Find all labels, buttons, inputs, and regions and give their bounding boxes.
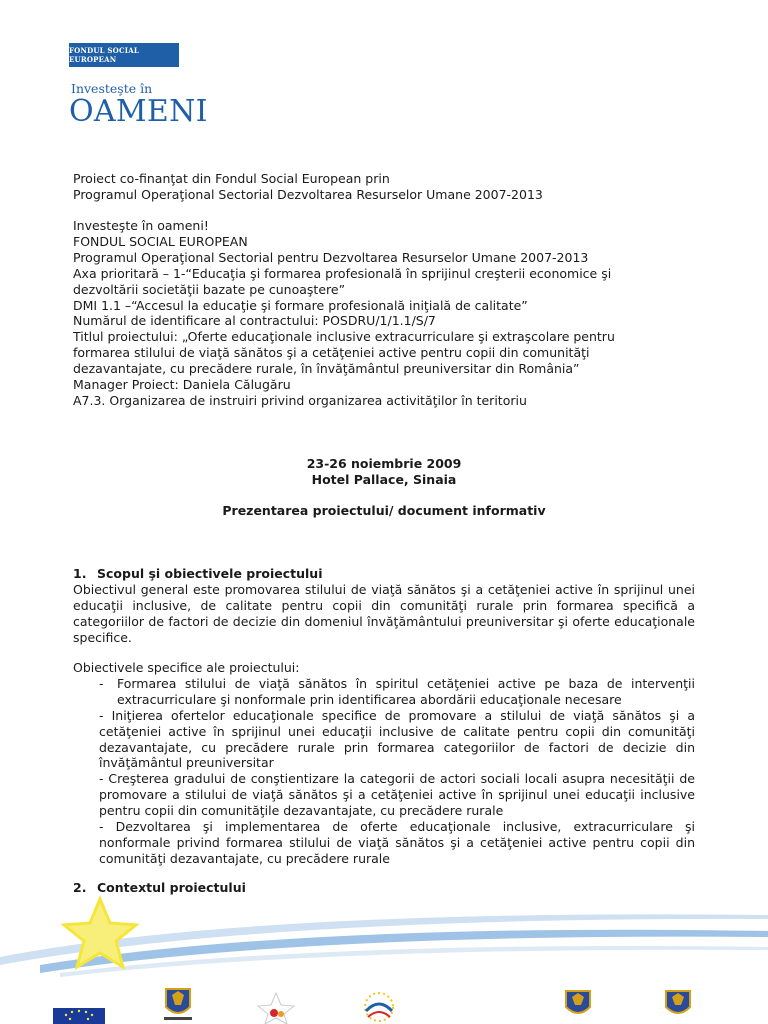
objective-item: - Dezvoltarea şi implementarea de oferte educaţionale inclusive, extracurriculare şi nonformale privind formarea stilului de viaţă sănătos şi a cetăţeniei active pentru copii din comunităţi dezavantajate, cu precădere rurale <box>99 819 695 866</box>
footer-graphic <box>0 895 768 1024</box>
objective-item <box>73 676 695 708</box>
info-line: A7.3. Organizarea de instruiri privind organizarea activităţilor în teritoriu <box>73 392 527 408</box>
info-line: Investeşte în oameni! <box>73 218 209 233</box>
specific-objectives <box>73 660 695 867</box>
objective-item: - Iniţierea ofertelor educaţionale specifice de promovare a stilului de viaţă sănătos şi a cetăţeniei active în sprijinul unei educaţii inclusive de calitate pentru copii din comunităţi dezavantajate, cu precădere rurale prin formarea categoriilor de factori de decizie din învăţământul preuniversitar <box>99 707 695 771</box>
section-title: Scopul şi obiectivele proiectului <box>97 566 323 581</box>
info-line: Axa prioritară – 1-“Educaţia şi formarea profesională în sprijinul creşterii economice şi <box>73 265 612 281</box>
specific-objectives-intro: Obiectivele specifice ale proiectului: <box>73 660 300 675</box>
dash-marker: - <box>99 675 104 691</box>
logo-subtitle: Investeşte în <box>71 81 153 96</box>
section-title: Contextul proiectului <box>97 880 246 895</box>
info-line: formarea stilului de viaţă sănătos şi a cetăţeniei active pentru copii din comunităţi <box>73 345 590 361</box>
objective-text: Formarea stilului de viaţă sănătos în spiritul cetăţeniei active pe baza de intervenţii extracurriculare şi nonformale prin identificarea abordării educaţionale necesare <box>117 675 695 707</box>
section-1-heading <box>73 566 322 582</box>
stars-circle-logo-icon <box>365 993 393 1021</box>
partner-star-logo-icon <box>258 993 294 1024</box>
logo-bar: FONDUL SOCIAL EUROPEAN <box>69 43 179 67</box>
objective-item: - Creşterea gradului de conştientizare la categorii de actori sociali locali asupra necesităţii de promovare a stilului de viaţă sănătos şi a cetăţeniei active în sprijinul unei educaţii inclusive pentru copii din comunităţile dezavantajate, cu precădere rurale <box>99 771 695 819</box>
info-line: Numărul de identificare al contractului: POSDRU/1/1.1/S/7 <box>73 313 436 329</box>
document-title: Prezentarea proiectului/ document informativ <box>222 503 546 518</box>
info-line: Titlul proiectului: „Oferte educaţionale inclusive extracurriculare şi extraşcolare pentru <box>73 329 615 345</box>
intro-line: Programul Operaţional Sectorial Dezvoltarea Resurselor Umane 2007-2013 <box>73 186 543 202</box>
romania-coat-of-arms-icon <box>164 989 192 1020</box>
section-2-heading <box>73 880 246 896</box>
eu-flag-icon <box>53 1008 105 1024</box>
info-line: dezvoltării societăţii bazate pe cunoaştere” <box>73 281 346 297</box>
fse-logo <box>69 43 208 129</box>
info-line: Manager Proiect: Daniela Călugăru <box>73 377 291 393</box>
event-location: Hotel Pallace, Sinaia <box>311 472 457 487</box>
info-line: FONDUL SOCIAL EUROPEAN <box>73 233 248 249</box>
event-date: 23-26 noiembrie 2009 <box>306 456 462 471</box>
project-info-block <box>73 218 713 409</box>
intro-block <box>73 171 713 203</box>
footer-band <box>0 895 768 1024</box>
romania-coat-of-arms-icon <box>566 991 590 1013</box>
section-number: 1. <box>73 566 87 581</box>
intro-line: Proiect co-finanţat din Fondul Social European prin <box>73 171 390 186</box>
general-objective: Obiectivul general este promovarea stilului de viaţă sănătos şi a cetăţeniei active în sprijinul unei educaţii inclusive, de calitate pentru copii din comunităţi rurale prin formarea specifică a categoriilor de factori de decizie din domeniul învăţământului preuniversitar şi oferte educaţionale specifice. <box>73 582 695 645</box>
info-line: DMI 1.1 –“Accesul la educaţie şi formare profesională iniţială de calitate” <box>73 297 528 313</box>
info-line: dezavantajate, cu precădere rurale, în învăţământul preuniversitar din România” <box>73 361 580 377</box>
logo-main-text: OAMENI <box>69 94 208 129</box>
romania-coat-of-arms-icon <box>666 991 690 1013</box>
info-line: Programul Operaţional Sectorial pentru Dezvoltarea Resurselor Umane 2007-2013 <box>73 249 589 265</box>
section-number: 2. <box>73 880 87 895</box>
